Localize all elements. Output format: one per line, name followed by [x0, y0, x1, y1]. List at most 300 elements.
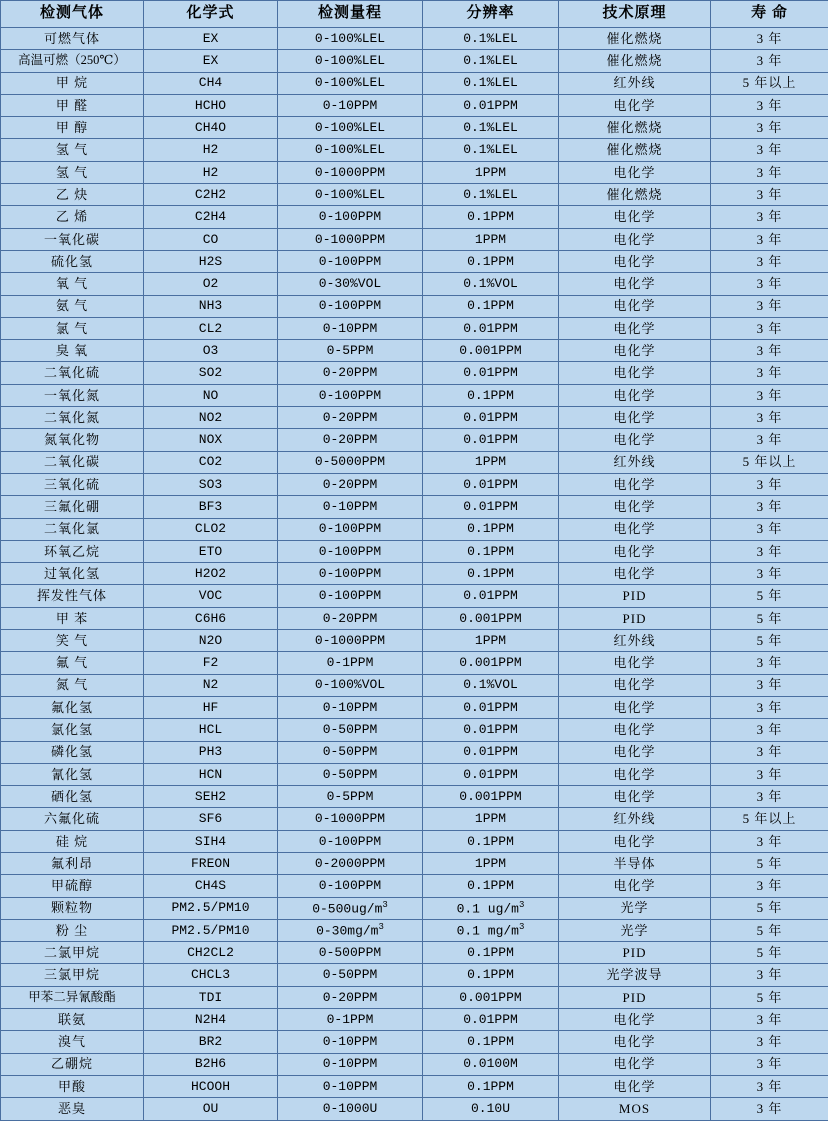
cell-formula: N2O: [144, 630, 278, 652]
cell-lifetime: 3 年: [711, 964, 828, 986]
table-row: [1, 362, 828, 384]
cell-lifetime: 3 年: [711, 1098, 828, 1120]
cell-lifetime: 3 年: [711, 28, 828, 50]
cell-lifetime: 5 年: [711, 919, 828, 941]
cell-gas: 氟化氢: [1, 696, 144, 718]
cell-gas: 硫化氢: [1, 250, 144, 272]
cell-gas: 甲 醇: [1, 117, 144, 139]
cell-formula: CH4S: [144, 875, 278, 897]
cell-lifetime: 5 年: [711, 942, 828, 964]
cell-lifetime: 3 年: [711, 1031, 828, 1053]
cell-lifetime: 3 年: [711, 563, 828, 585]
cell-range: 0-100PPM: [278, 206, 423, 228]
cell-resolution: 0.01PPM: [423, 696, 559, 718]
cell-range: 0-100%LEL: [278, 50, 423, 72]
cell-gas: 甲 烷: [1, 72, 144, 94]
cell-range: 0-20PPM: [278, 362, 423, 384]
column-header-gas: 检测气体: [1, 1, 144, 28]
cell-gas: 二氧化硫: [1, 362, 144, 384]
cell-resolution: 0.001PPM: [423, 786, 559, 808]
cell-resolution: 0.1PPM: [423, 518, 559, 540]
cell-resolution: 0.01PPM: [423, 585, 559, 607]
cell-resolution: 0.001PPM: [423, 607, 559, 629]
cell-formula: HF: [144, 696, 278, 718]
table-row: [1, 763, 828, 785]
table-row: [1, 340, 828, 362]
cell-gas: 挥发性气体: [1, 585, 144, 607]
cell-formula: C6H6: [144, 607, 278, 629]
cell-range: 0-10PPM: [278, 317, 423, 339]
cell-technology: 电化学: [559, 384, 711, 406]
cell-formula: C2H2: [144, 184, 278, 206]
table-row: [1, 50, 828, 72]
cell-technology: 电化学: [559, 830, 711, 852]
cell-lifetime: 3 年: [711, 184, 828, 206]
cell-gas: 氨 气: [1, 295, 144, 317]
cell-technology: 电化学: [559, 1009, 711, 1031]
cell-formula: H2S: [144, 250, 278, 272]
cell-formula: SF6: [144, 808, 278, 830]
cell-technology: 催化燃烧: [559, 117, 711, 139]
cell-lifetime: 3 年: [711, 652, 828, 674]
table-row: [1, 1053, 828, 1075]
cell-technology: 光学波导: [559, 964, 711, 986]
cell-lifetime: 5 年: [711, 585, 828, 607]
table-row: [1, 72, 828, 94]
cell-formula: H2O2: [144, 563, 278, 585]
cell-gas: 三氯甲烷: [1, 964, 144, 986]
cell-resolution: 0.1%VOL: [423, 273, 559, 295]
cell-formula: HCN: [144, 763, 278, 785]
cell-technology: 电化学: [559, 273, 711, 295]
cell-lifetime: 3 年: [711, 719, 828, 741]
cell-formula: SO2: [144, 362, 278, 384]
cell-formula: C2H4: [144, 206, 278, 228]
table-row: [1, 919, 828, 941]
cell-gas: 颗粒物: [1, 897, 144, 919]
cell-gas: 硅 烷: [1, 830, 144, 852]
cell-range: 0-100PPM: [278, 250, 423, 272]
cell-lifetime: 5 年: [711, 852, 828, 874]
cell-technology: PID: [559, 585, 711, 607]
table-row: [1, 719, 828, 741]
table-row: [1, 741, 828, 763]
cell-formula: HCOOH: [144, 1075, 278, 1097]
cell-technology: 红外线: [559, 808, 711, 830]
cell-lifetime: 3 年: [711, 250, 828, 272]
cell-formula: CO: [144, 228, 278, 250]
column-header-technology: 技术原理: [559, 1, 711, 28]
cell-technology: 电化学: [559, 1053, 711, 1075]
cell-lifetime: 3 年: [711, 228, 828, 250]
cell-resolution: 0.1PPM: [423, 1031, 559, 1053]
cell-formula: NOX: [144, 429, 278, 451]
column-header-resolution: 分辨率: [423, 1, 559, 28]
cell-resolution: 0.1 $mg/m^3$: [423, 919, 559, 941]
cell-resolution: 0.1PPM: [423, 942, 559, 964]
cell-technology: 催化燃烧: [559, 139, 711, 161]
cell-gas: 氢 气: [1, 139, 144, 161]
cell-resolution: 1PPM: [423, 630, 559, 652]
cell-technology: 电化学: [559, 719, 711, 741]
table-row: [1, 228, 828, 250]
cell-range: 0-50PPM: [278, 719, 423, 741]
cell-formula: B2H6: [144, 1053, 278, 1075]
cell-technology: MOS: [559, 1098, 711, 1120]
cell-resolution: 0.1%LEL: [423, 139, 559, 161]
cell-formula: FREON: [144, 852, 278, 874]
cell-range: 0-100%LEL: [278, 28, 423, 50]
cell-resolution: 0.001PPM: [423, 340, 559, 362]
cell-range: 0-1000PPM: [278, 228, 423, 250]
cell-resolution: 0.01PPM: [423, 763, 559, 785]
cell-range: 0-5PPM: [278, 786, 423, 808]
table-row: [1, 94, 828, 116]
cell-gas: 氮氧化物: [1, 429, 144, 451]
table-row: [1, 451, 828, 473]
table-row: [1, 28, 828, 50]
cell-gas: 乙 烯: [1, 206, 144, 228]
table-row: [1, 986, 828, 1008]
cell-gas: 氰化氢: [1, 763, 144, 785]
cell-technology: 电化学: [559, 473, 711, 495]
cell-technology: 红外线: [559, 630, 711, 652]
cell-resolution: 0.0100M: [423, 1053, 559, 1075]
cell-gas: 高温可燃（250℃）: [1, 50, 144, 72]
cell-range: 0-10PPM: [278, 696, 423, 718]
cell-gas: 可燃气体: [1, 28, 144, 50]
cell-formula: SIH4: [144, 830, 278, 852]
cell-lifetime: 5 年以上: [711, 808, 828, 830]
cell-technology: PID: [559, 986, 711, 1008]
cell-formula: ETO: [144, 540, 278, 562]
cell-formula: N2: [144, 674, 278, 696]
cell-lifetime: 3 年: [711, 518, 828, 540]
cell-gas: 笑 气: [1, 630, 144, 652]
cell-resolution: 0.1%LEL: [423, 184, 559, 206]
cell-range: 0-20PPM: [278, 607, 423, 629]
cell-range: 0-20PPM: [278, 429, 423, 451]
cell-resolution: 0.1PPM: [423, 964, 559, 986]
table-row: [1, 630, 828, 652]
cell-technology: 红外线: [559, 72, 711, 94]
cell-gas: 一氧化碳: [1, 228, 144, 250]
cell-lifetime: 3 年: [711, 295, 828, 317]
cell-resolution: 0.1%LEL: [423, 28, 559, 50]
cell-resolution: 0.1%VOL: [423, 674, 559, 696]
cell-range: 0-100%LEL: [278, 117, 423, 139]
cell-resolution: 0.001PPM: [423, 652, 559, 674]
cell-formula: O3: [144, 340, 278, 362]
cell-formula: CL2: [144, 317, 278, 339]
cell-technology: 电化学: [559, 362, 711, 384]
cell-gas: 硒化氢: [1, 786, 144, 808]
table-row: [1, 852, 828, 874]
table-row: [1, 473, 828, 495]
cell-technology: 电化学: [559, 206, 711, 228]
cell-lifetime: 3 年: [711, 362, 828, 384]
cell-resolution: 1PPM: [423, 228, 559, 250]
cell-lifetime: 5 年以上: [711, 451, 828, 473]
cell-formula: H2: [144, 161, 278, 183]
column-header-range: 检测量程: [278, 1, 423, 28]
cell-formula: CH4O: [144, 117, 278, 139]
cell-resolution: 0.01PPM: [423, 473, 559, 495]
cell-gas: 恶臭: [1, 1098, 144, 1120]
cell-gas: 氯化氢: [1, 719, 144, 741]
cell-resolution: 0.1PPM: [423, 206, 559, 228]
cell-gas: 二氧化氮: [1, 407, 144, 429]
cell-lifetime: 3 年: [711, 161, 828, 183]
cell-technology: 光学: [559, 897, 711, 919]
cell-range: 0-2000PPM: [278, 852, 423, 874]
cell-range: 0-500PPM: [278, 942, 423, 964]
cell-technology: 电化学: [559, 317, 711, 339]
cell-range: 0-1PPM: [278, 1009, 423, 1031]
table-row: [1, 875, 828, 897]
cell-range: 0-5PPM: [278, 340, 423, 362]
cell-range: 0-100PPM: [278, 875, 423, 897]
cell-range: 0-50PPM: [278, 763, 423, 785]
cell-technology: 电化学: [559, 228, 711, 250]
cell-range: 0-1000PPM: [278, 808, 423, 830]
cell-resolution: 0.01PPM: [423, 362, 559, 384]
cell-lifetime: 3 年: [711, 117, 828, 139]
cell-gas: 氧 气: [1, 273, 144, 295]
cell-technology: 电化学: [559, 496, 711, 518]
cell-formula: NO2: [144, 407, 278, 429]
cell-technology: 电化学: [559, 295, 711, 317]
cell-range: 0-100%LEL: [278, 184, 423, 206]
table-row: [1, 607, 828, 629]
cell-technology: 电化学: [559, 875, 711, 897]
cell-technology: 电化学: [559, 340, 711, 362]
cell-formula: BF3: [144, 496, 278, 518]
cell-gas: 甲酸: [1, 1075, 144, 1097]
cell-technology: 电化学: [559, 763, 711, 785]
cell-gas: 过氧化氢: [1, 563, 144, 585]
cell-gas: 联氨: [1, 1009, 144, 1031]
table-row: [1, 585, 828, 607]
cell-lifetime: 3 年: [711, 496, 828, 518]
cell-resolution: 0.1%LEL: [423, 72, 559, 94]
cell-formula: EX: [144, 28, 278, 50]
cell-resolution: 1PPM: [423, 451, 559, 473]
cell-lifetime: 3 年: [711, 317, 828, 339]
cell-formula: TDI: [144, 986, 278, 1008]
cell-lifetime: 3 年: [711, 696, 828, 718]
cell-range: 0-100PPM: [278, 518, 423, 540]
cell-lifetime: 3 年: [711, 540, 828, 562]
cell-gas: 六氟化硫: [1, 808, 144, 830]
table-row: [1, 295, 828, 317]
cell-resolution: 0.1PPM: [423, 875, 559, 897]
cell-technology: PID: [559, 607, 711, 629]
cell-formula: CH4: [144, 72, 278, 94]
cell-range: 0-100PPM: [278, 585, 423, 607]
cell-technology: 光学: [559, 919, 711, 941]
cell-resolution: 0.10U: [423, 1098, 559, 1120]
cell-resolution: 0.1 $ug/m^3$: [423, 897, 559, 919]
cell-gas: 环氧乙烷: [1, 540, 144, 562]
table-row: [1, 652, 828, 674]
column-header-formula: 化学式: [144, 1, 278, 28]
cell-resolution: 0.1%LEL: [423, 50, 559, 72]
cell-lifetime: 3 年: [711, 384, 828, 406]
cell-resolution: 1PPM: [423, 808, 559, 830]
cell-range: 0-100%LEL: [278, 72, 423, 94]
cell-lifetime: 3 年: [711, 139, 828, 161]
cell-resolution: 0.1PPM: [423, 295, 559, 317]
cell-formula: OU: [144, 1098, 278, 1120]
cell-range: $0-30mg/m^3$: [278, 919, 423, 941]
cell-gas: 臭 氧: [1, 340, 144, 362]
cell-range: 0-5000PPM: [278, 451, 423, 473]
table-row: [1, 317, 828, 339]
cell-lifetime: 3 年: [711, 1053, 828, 1075]
cell-gas: 甲 醛: [1, 94, 144, 116]
column-header-lifetime: 寿 命: [711, 1, 828, 28]
cell-lifetime: 3 年: [711, 741, 828, 763]
cell-resolution: 0.1PPM: [423, 540, 559, 562]
cell-range: 0-10PPM: [278, 1031, 423, 1053]
cell-lifetime: 3 年: [711, 273, 828, 295]
cell-range: 0-1PPM: [278, 652, 423, 674]
cell-resolution: 0.01PPM: [423, 719, 559, 741]
cell-range: 0-30%VOL: [278, 273, 423, 295]
cell-technology: 半导体: [559, 852, 711, 874]
table-row: [1, 1031, 828, 1053]
table-row: [1, 830, 828, 852]
cell-gas: 磷化氢: [1, 741, 144, 763]
cell-technology: 电化学: [559, 161, 711, 183]
cell-gas: 三氟化硼: [1, 496, 144, 518]
cell-formula: F2: [144, 652, 278, 674]
cell-gas: 甲硫醇: [1, 875, 144, 897]
cell-range: 0-1000U: [278, 1098, 423, 1120]
cell-lifetime: 3 年: [711, 674, 828, 696]
cell-lifetime: 5 年: [711, 630, 828, 652]
cell-range: 0-10PPM: [278, 1053, 423, 1075]
cell-technology: 电化学: [559, 540, 711, 562]
cell-formula: NH3: [144, 295, 278, 317]
cell-formula: CH2CL2: [144, 942, 278, 964]
cell-range: 0-100PPM: [278, 384, 423, 406]
cell-resolution: 1PPM: [423, 161, 559, 183]
cell-resolution: 0.01PPM: [423, 94, 559, 116]
cell-technology: 电化学: [559, 1075, 711, 1097]
table-row: [1, 139, 828, 161]
cell-gas: 乙 炔: [1, 184, 144, 206]
table-body: [1, 28, 828, 1121]
cell-range: 0-20PPM: [278, 986, 423, 1008]
cell-resolution: 0.1PPM: [423, 1075, 559, 1097]
cell-gas: 氟利昂: [1, 852, 144, 874]
cell-formula: HCL: [144, 719, 278, 741]
cell-technology: 电化学: [559, 674, 711, 696]
cell-gas: 甲苯二异氰酸酯: [1, 986, 144, 1008]
table-row: [1, 786, 828, 808]
cell-formula: SO3: [144, 473, 278, 495]
table-row: [1, 184, 828, 206]
table-row: [1, 117, 828, 139]
table-row: [1, 1009, 828, 1031]
cell-range: 0-50PPM: [278, 741, 423, 763]
cell-resolution: 0.1%LEL: [423, 117, 559, 139]
table-row: [1, 496, 828, 518]
cell-range: 0-20PPM: [278, 407, 423, 429]
cell-lifetime: 3 年: [711, 50, 828, 72]
cell-range: 0-10PPM: [278, 496, 423, 518]
cell-resolution: 0.01PPM: [423, 1009, 559, 1031]
cell-range: 0-100%VOL: [278, 674, 423, 696]
cell-formula: CLO2: [144, 518, 278, 540]
cell-formula: NO: [144, 384, 278, 406]
cell-technology: 电化学: [559, 652, 711, 674]
cell-range: 0-1000PPM: [278, 630, 423, 652]
cell-gas: 一氧化氮: [1, 384, 144, 406]
cell-lifetime: 3 年: [711, 830, 828, 852]
cell-gas: 二氯甲烷: [1, 942, 144, 964]
cell-lifetime: 5 年: [711, 986, 828, 1008]
cell-resolution: 0.1PPM: [423, 830, 559, 852]
cell-formula: SEH2: [144, 786, 278, 808]
table-row: [1, 540, 828, 562]
cell-gas: 粉 尘: [1, 919, 144, 941]
cell-range: $0-500ug/m^3$: [278, 897, 423, 919]
table-row: [1, 1098, 828, 1120]
table-row: [1, 206, 828, 228]
table-row: [1, 273, 828, 295]
cell-range: 0-100PPM: [278, 295, 423, 317]
cell-resolution: 0.01PPM: [423, 429, 559, 451]
cell-formula: HCHO: [144, 94, 278, 116]
cell-technology: 电化学: [559, 786, 711, 808]
cell-formula: BR2: [144, 1031, 278, 1053]
cell-technology: 电化学: [559, 250, 711, 272]
cell-technology: 电化学: [559, 429, 711, 451]
cell-formula: CHCL3: [144, 964, 278, 986]
cell-resolution: 0.01PPM: [423, 317, 559, 339]
cell-technology: 电化学: [559, 1031, 711, 1053]
cell-resolution: 0.01PPM: [423, 407, 559, 429]
cell-formula: N2H4: [144, 1009, 278, 1031]
cell-resolution: 0.01PPM: [423, 741, 559, 763]
table-row: [1, 674, 828, 696]
cell-formula: PM2.5/PM10: [144, 919, 278, 941]
cell-lifetime: 3 年: [711, 407, 828, 429]
cell-resolution: 0.1PPM: [423, 384, 559, 406]
cell-gas: 二氧化氯: [1, 518, 144, 540]
cell-technology: 电化学: [559, 407, 711, 429]
cell-gas: 三氧化硫: [1, 473, 144, 495]
table-row: [1, 964, 828, 986]
cell-lifetime: 3 年: [711, 1075, 828, 1097]
table-row: [1, 518, 828, 540]
cell-range: 0-50PPM: [278, 964, 423, 986]
cell-range: 0-100%LEL: [278, 139, 423, 161]
cell-lifetime: 3 年: [711, 1009, 828, 1031]
table-header-row: [1, 1, 828, 28]
cell-lifetime: 3 年: [711, 875, 828, 897]
cell-range: 0-10PPM: [278, 1075, 423, 1097]
table-row: [1, 696, 828, 718]
cell-gas: 二氧化碳: [1, 451, 144, 473]
table-row: [1, 250, 828, 272]
table-row: [1, 161, 828, 183]
cell-formula: O2: [144, 273, 278, 295]
cell-technology: PID: [559, 942, 711, 964]
